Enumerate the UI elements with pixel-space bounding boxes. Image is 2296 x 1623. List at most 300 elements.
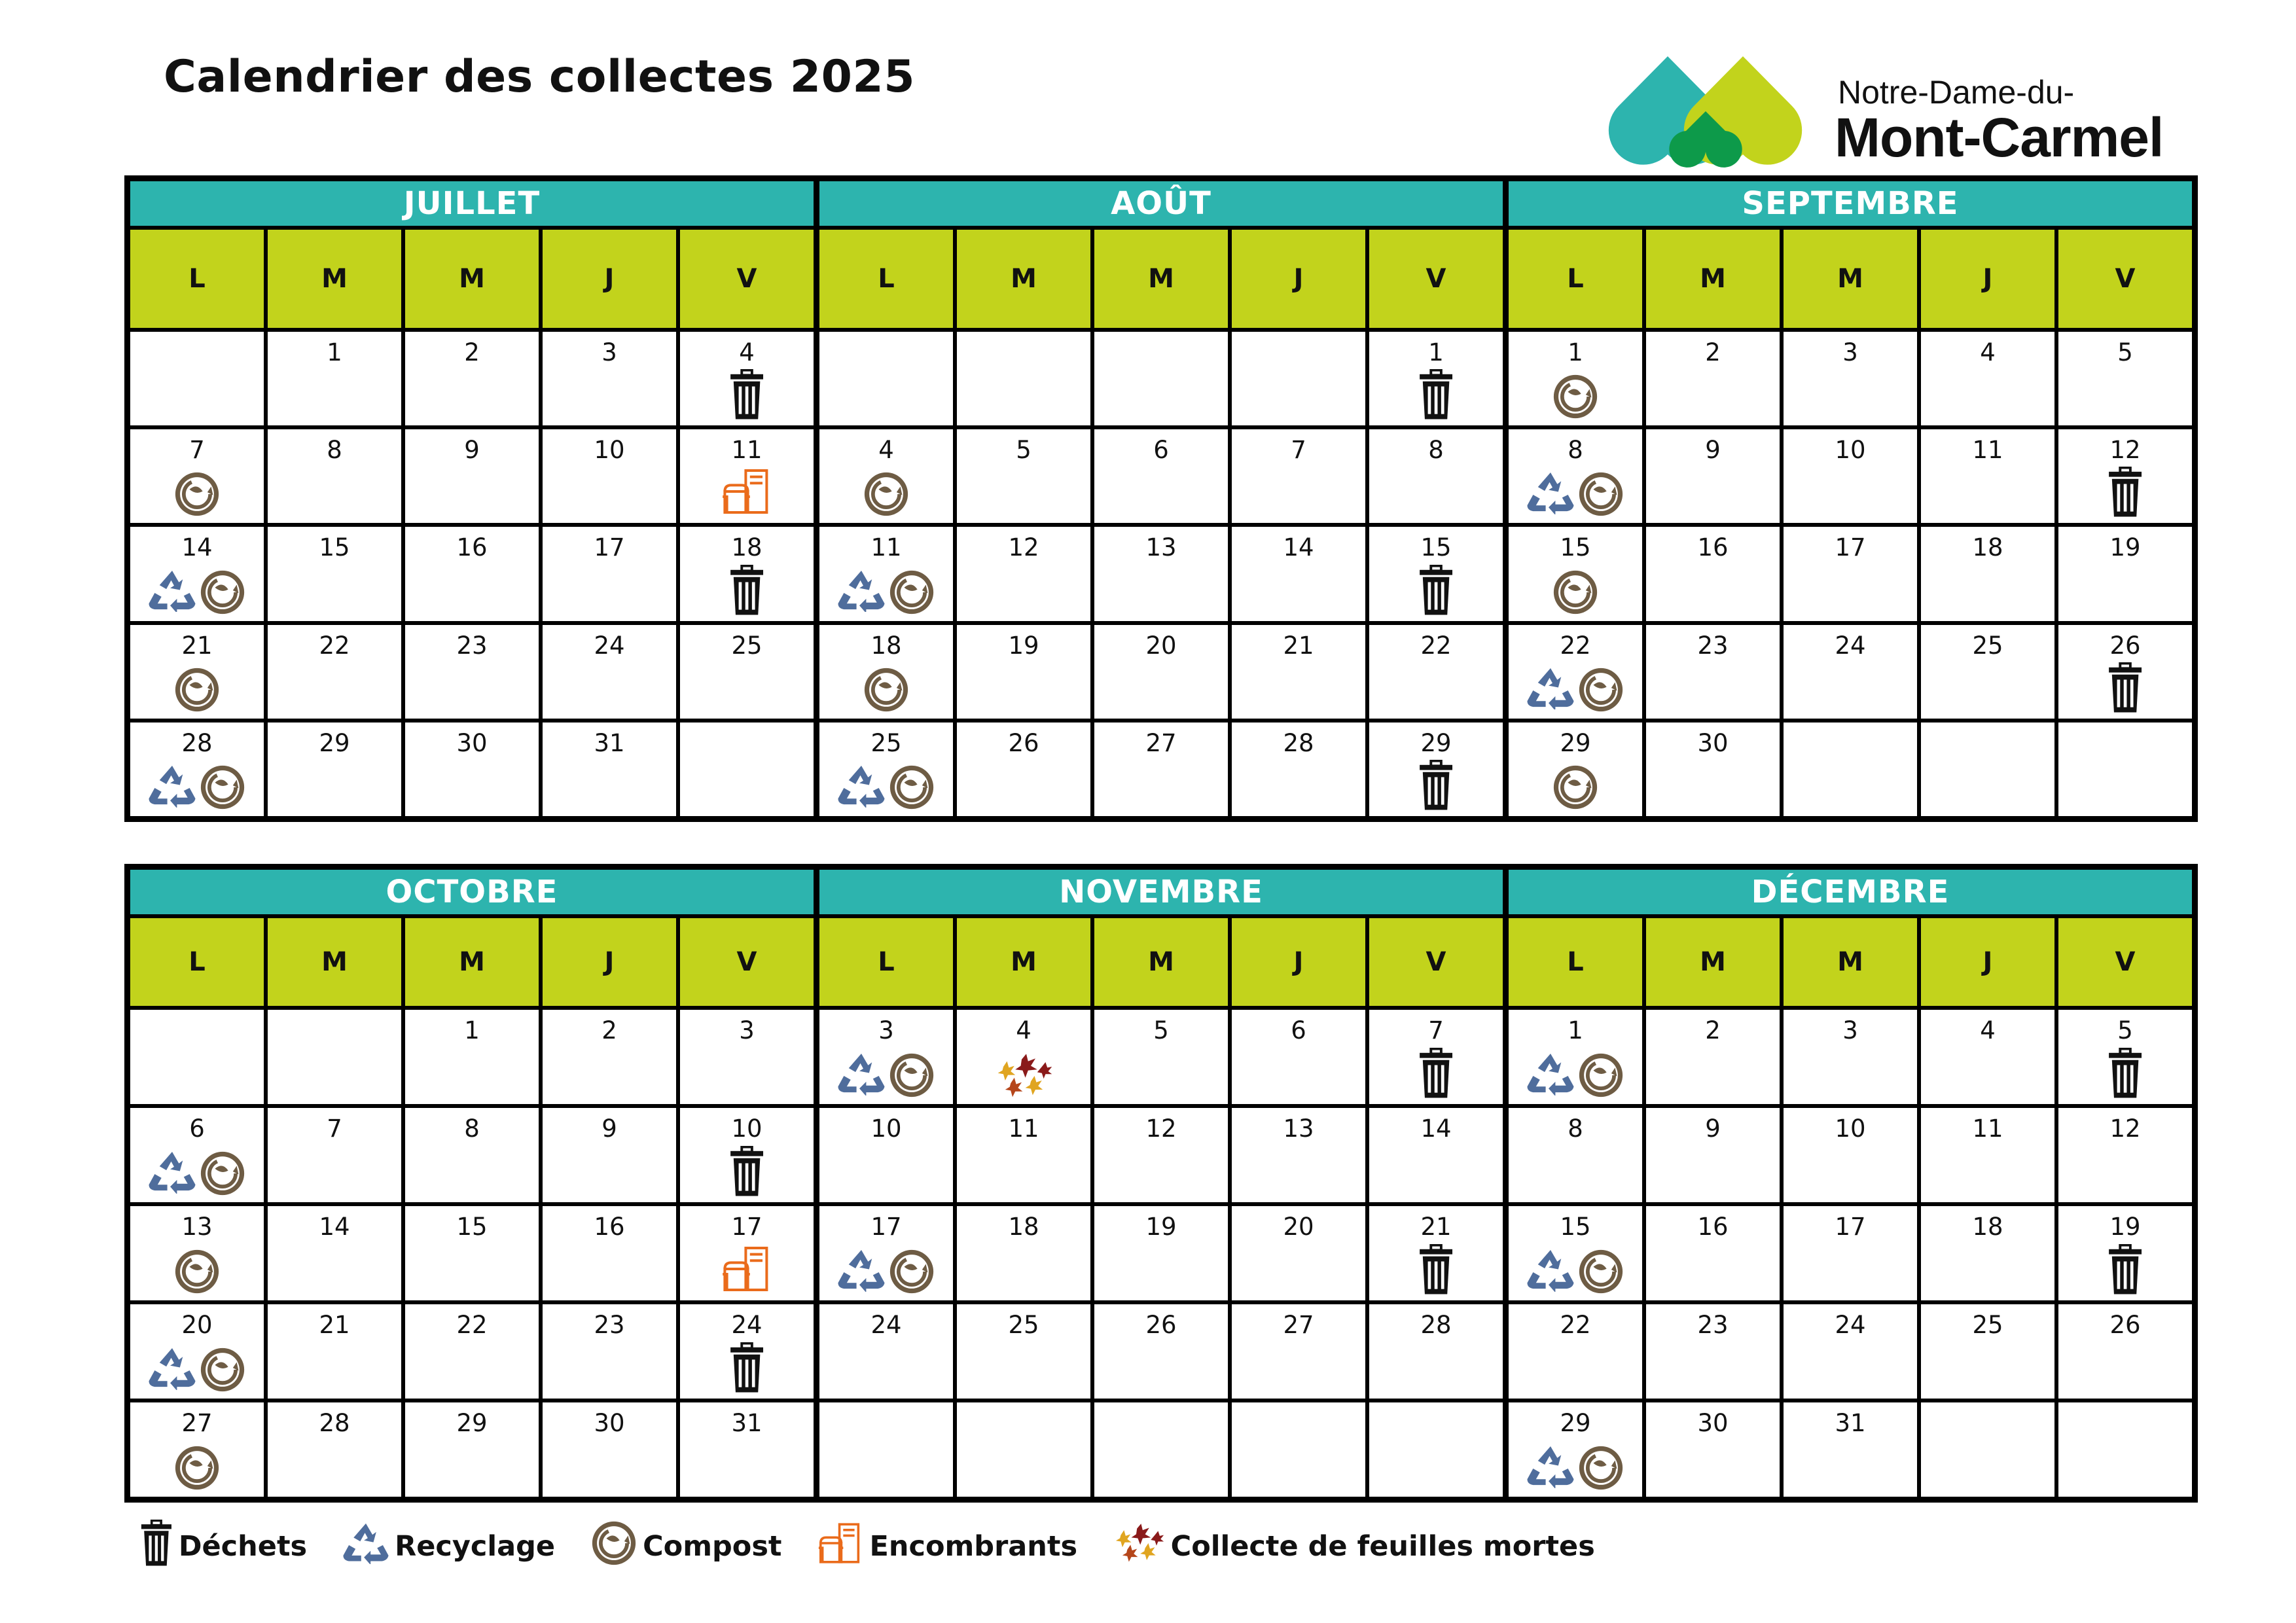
day-cell: [1646, 722, 1780, 816]
day-cell: [819, 625, 953, 719]
day-number: 15: [319, 533, 350, 562]
day-cell: [1921, 527, 2054, 620]
compost-icon: [1577, 471, 1624, 518]
collection-icons: [1369, 369, 1503, 420]
day-cell: [957, 1010, 1090, 1104]
day-number: 26: [2109, 631, 2141, 660]
day-number: 2: [601, 1016, 617, 1044]
day-cell: [405, 429, 539, 523]
day-number: 21: [1420, 1213, 1452, 1241]
day-number: 16: [1697, 1213, 1729, 1241]
day-cell: [1232, 1304, 1365, 1399]
day-cell: [2058, 1010, 2192, 1104]
day-number: 22: [1560, 1311, 1591, 1339]
day-number: 10: [870, 1115, 902, 1143]
recycle-icon: [837, 764, 886, 811]
collection-icons: [2058, 1048, 2192, 1099]
day-cell: [680, 1108, 814, 1202]
collection-icons: [819, 471, 953, 518]
day-number: 19: [2109, 1213, 2141, 1241]
collection-icons: [819, 1052, 953, 1099]
weekday-header: M: [1784, 230, 1917, 328]
day-number: 3: [1842, 1016, 1858, 1044]
recycle-icon: [148, 1346, 196, 1393]
compost-icon: [888, 569, 935, 616]
day-cell: [2058, 332, 2192, 425]
day-number: 8: [327, 436, 342, 465]
legend-item-bulky: [812, 1520, 1077, 1574]
day-cell: [130, 332, 264, 425]
day-number: 19: [1008, 631, 1039, 660]
day-number: 18: [731, 533, 762, 562]
day-number: 15: [1560, 533, 1591, 562]
weekday-header: M: [1784, 918, 1917, 1006]
day-cell: [1509, 1206, 1642, 1300]
day-cell: [957, 1402, 1090, 1497]
day-cell: [819, 1010, 953, 1104]
legend-label: Encombrants: [869, 1530, 1078, 1563]
month-name: OCTOBRE: [130, 870, 814, 914]
day-cell: [1784, 1010, 1917, 1104]
day-cell: [1646, 1206, 1780, 1300]
weekday-header: M: [1646, 918, 1780, 1006]
day-number: 4: [739, 338, 755, 366]
day-cell: [1509, 1010, 1642, 1104]
collection-icons: [130, 1444, 264, 1491]
day-cell: [268, 1108, 401, 1202]
day-number: 1: [1568, 1016, 1583, 1044]
day-cell: [680, 1010, 814, 1104]
month-5: [1509, 870, 2192, 1497]
day-cell: [543, 722, 676, 816]
compost-icon: [863, 471, 910, 518]
logo-line1: Notre-Dame-du-: [1838, 74, 2075, 111]
compost-icon: [863, 666, 910, 713]
day-cell: [680, 1206, 814, 1300]
day-number: 13: [181, 1213, 213, 1241]
day-number: 9: [464, 436, 480, 465]
day-number: 11: [1008, 1115, 1039, 1143]
month-0: [130, 181, 814, 816]
day-number: 22: [1420, 631, 1452, 660]
trash-icon: [2107, 662, 2144, 713]
weekday-header: M: [957, 230, 1090, 328]
weekday-header: M: [405, 918, 539, 1006]
day-cell: [130, 1304, 264, 1399]
day-cell: [1509, 429, 1642, 523]
day-number: 5: [2117, 1016, 2133, 1044]
day-cell: [2058, 1304, 2192, 1399]
day-cell: [543, 1010, 676, 1104]
collection-icons: [819, 764, 953, 811]
legend-item-compost: [585, 1520, 781, 1574]
trash-icon: [139, 1520, 173, 1574]
legend: [134, 1515, 1625, 1578]
day-number: 5: [1016, 436, 1031, 465]
day-cell: [1784, 429, 1917, 523]
day-cell: [1646, 1402, 1780, 1497]
weekday-header: J: [1921, 230, 2054, 328]
collection-icons: [680, 565, 814, 616]
day-cell: [1646, 429, 1780, 523]
month-3: [130, 870, 814, 1497]
day-number: 17: [594, 533, 625, 562]
weekday-header: M: [268, 230, 401, 328]
recycle-icon: [837, 1052, 886, 1099]
collection-icons: [680, 369, 814, 420]
day-number: 22: [1560, 631, 1591, 660]
day-number: 23: [1697, 1311, 1729, 1339]
day-cell: [1646, 527, 1780, 620]
compost-icon: [1552, 569, 1599, 616]
day-number: 15: [1420, 533, 1452, 562]
day-number: 14: [319, 1213, 350, 1241]
day-cell: [405, 1108, 539, 1202]
day-cell: [1232, 1402, 1365, 1497]
day-number: 16: [456, 533, 488, 562]
collection-icons: [2058, 1244, 2192, 1295]
day-number: 29: [319, 728, 350, 757]
day-number: 14: [181, 533, 213, 562]
recycle-icon: [1526, 1444, 1575, 1491]
day-cell: [819, 429, 953, 523]
trash-icon: [1418, 1244, 1454, 1295]
compost-icon: [173, 471, 221, 518]
weekday-header: L: [819, 230, 953, 328]
day-number: 28: [1420, 1311, 1452, 1339]
day-cell: [1369, 332, 1503, 425]
day-number: 12: [1145, 1115, 1177, 1143]
month-4: [819, 870, 1503, 1497]
day-cell: [1921, 1108, 2054, 1202]
day-cell: [957, 1304, 1090, 1399]
day-cell: [1094, 429, 1228, 523]
collection-icons: [819, 666, 953, 713]
compost-icon: [888, 764, 935, 811]
weekday-header: M: [1094, 918, 1228, 1006]
day-number: 10: [594, 436, 625, 465]
day-cell: [680, 332, 814, 425]
day-cell: [957, 722, 1090, 816]
trash-icon: [2107, 467, 2144, 518]
day-number: 11: [870, 533, 902, 562]
weekday-header: J: [1921, 918, 2054, 1006]
day-cell: [2058, 722, 2192, 816]
day-number: 9: [1705, 436, 1721, 465]
trash-icon: [728, 369, 765, 420]
collection-icons: [819, 569, 953, 616]
day-cell: [1232, 429, 1365, 523]
day-number: 31: [594, 728, 625, 757]
logo-line2: Mont-Carmel: [1835, 107, 2164, 168]
day-number: 2: [1705, 338, 1721, 366]
day-number: 24: [870, 1311, 902, 1339]
day-cell: [819, 527, 953, 620]
month-name: NOVEMBRE: [819, 870, 1503, 914]
day-cell: [268, 1304, 401, 1399]
day-cell: [1094, 625, 1228, 719]
day-number: 30: [1697, 728, 1729, 757]
day-number: 17: [1835, 1213, 1866, 1241]
day-number: 4: [1980, 1016, 1996, 1044]
day-cell: [1784, 1304, 1917, 1399]
day-number: 26: [1145, 1311, 1177, 1339]
day-cell: [405, 625, 539, 719]
day-cell: [1232, 527, 1365, 620]
day-cell: [957, 1108, 1090, 1202]
day-number: 17: [870, 1213, 902, 1241]
day-cell: [1232, 1010, 1365, 1104]
collection-icons: [1509, 666, 1642, 713]
day-cell: [1921, 429, 2054, 523]
day-number: 24: [1835, 1311, 1866, 1339]
calendar-band-summer: [124, 175, 2198, 822]
compost-icon: [199, 1150, 246, 1197]
day-number: 1: [1568, 338, 1583, 366]
day-cell: [819, 1206, 953, 1300]
day-cell: [1369, 1304, 1503, 1399]
day-cell: [1369, 1108, 1503, 1202]
day-cell: [543, 332, 676, 425]
day-cell: [1094, 1010, 1228, 1104]
day-cell: [957, 625, 1090, 719]
day-number: 16: [594, 1213, 625, 1241]
compost-icon: [888, 1248, 935, 1295]
day-number: 18: [1972, 1213, 2003, 1241]
day-number: 21: [1283, 631, 1314, 660]
day-cell: [957, 332, 1090, 425]
day-cell: [1509, 1402, 1642, 1497]
day-cell: [1094, 527, 1228, 620]
day-cell: [130, 1206, 264, 1300]
day-number: 7: [1428, 1016, 1444, 1044]
trash-icon: [728, 1342, 765, 1393]
day-cell: [543, 527, 676, 620]
day-cell: [130, 1402, 264, 1497]
recycle-icon: [342, 1522, 389, 1571]
legend-label: Compost: [643, 1530, 782, 1563]
collection-icons: [1509, 569, 1642, 616]
trash-icon: [1418, 760, 1454, 811]
day-number: 8: [1568, 436, 1583, 465]
day-cell: [1509, 625, 1642, 719]
day-cell: [405, 1010, 539, 1104]
day-cell: [1784, 332, 1917, 425]
day-number: 10: [731, 1115, 762, 1143]
day-number: 23: [1697, 631, 1729, 660]
compost-icon: [199, 764, 246, 811]
weekday-header: J: [543, 230, 676, 328]
day-cell: [1509, 1304, 1642, 1399]
day-number: 25: [1972, 1311, 2003, 1339]
legend-label: Recyclage: [395, 1529, 556, 1563]
day-number: 12: [2109, 1115, 2141, 1143]
recycle-icon: [148, 1150, 196, 1197]
day-cell: [268, 332, 401, 425]
day-number: 4: [878, 436, 894, 465]
day-cell: [268, 1402, 401, 1497]
day-number: 20: [1145, 631, 1177, 660]
day-number: 19: [1145, 1213, 1177, 1241]
day-number: 29: [456, 1409, 488, 1437]
day-number: 25: [1972, 631, 2003, 660]
day-cell: [1232, 722, 1365, 816]
day-number: 27: [1145, 728, 1177, 757]
legend-label: Déchets: [178, 1530, 308, 1563]
day-cell: [268, 1206, 401, 1300]
day-number: 4: [1016, 1016, 1031, 1044]
day-cell: [1921, 625, 2054, 719]
day-number: 13: [1283, 1115, 1314, 1143]
day-cell: [2058, 1206, 2192, 1300]
legend-item-trash: [134, 1520, 307, 1574]
day-cell: [680, 429, 814, 523]
bulky-items-icon: [721, 465, 773, 518]
day-cell: [1232, 1108, 1365, 1202]
trash-icon: [1418, 369, 1454, 420]
day-cell: [1094, 1402, 1228, 1497]
recycle-icon: [148, 764, 196, 811]
collection-icons: [130, 764, 264, 811]
day-cell: [1921, 332, 2054, 425]
day-number: 16: [1697, 533, 1729, 562]
day-number: 1: [464, 1016, 480, 1044]
day-cell: [543, 1402, 676, 1497]
day-cell: [1369, 1206, 1503, 1300]
day-cell: [2058, 527, 2192, 620]
compost-icon: [1577, 1444, 1624, 1491]
weekday-header: J: [1232, 230, 1365, 328]
day-cell: [1921, 722, 2054, 816]
day-number: 3: [1842, 338, 1858, 366]
collection-icons: [1509, 1444, 1642, 1491]
day-number: 6: [1291, 1016, 1306, 1044]
day-cell: [543, 1206, 676, 1300]
compost-icon: [1577, 1052, 1624, 1099]
day-cell: [405, 1206, 539, 1300]
legend-label: Collecte de feuilles mortes: [1170, 1530, 1595, 1563]
day-cell: [819, 1402, 953, 1497]
day-number: 9: [1705, 1115, 1721, 1143]
collection-icons: [819, 1248, 953, 1295]
day-cell: [543, 1108, 676, 1202]
day-cell: [819, 1304, 953, 1399]
weekday-header: V: [680, 230, 814, 328]
day-cell: [405, 1304, 539, 1399]
collection-icons: [957, 1053, 1090, 1099]
day-cell: [1369, 429, 1503, 523]
day-cell: [268, 625, 401, 719]
day-number: 25: [731, 631, 762, 660]
day-cell: [1232, 1206, 1365, 1300]
day-cell: [1784, 722, 1917, 816]
compost-icon: [173, 1248, 221, 1295]
compost-icon: [173, 1444, 221, 1491]
day-cell: [130, 527, 264, 620]
day-cell: [1369, 1402, 1503, 1497]
collection-icons: [1509, 373, 1642, 420]
collection-icons: [1369, 1244, 1503, 1295]
day-number: 21: [181, 631, 213, 660]
day-number: 26: [2109, 1311, 2141, 1339]
day-cell: [1921, 1402, 2054, 1497]
day-number: 17: [731, 1213, 762, 1241]
day-cell: [680, 625, 814, 719]
weekday-header: V: [2058, 918, 2192, 1006]
weekday-header: L: [1509, 230, 1642, 328]
weekday-header: M: [1094, 230, 1228, 328]
day-number: 24: [594, 631, 625, 660]
day-number: 7: [327, 1115, 342, 1143]
compost-icon: [199, 1346, 246, 1393]
calendar-band-fall: [124, 864, 2198, 1503]
day-cell: [405, 722, 539, 816]
dead-leaves-icon: [1113, 1523, 1166, 1571]
collection-icons: [130, 471, 264, 518]
month-2: [1509, 181, 2192, 816]
day-number: 3: [878, 1016, 894, 1044]
day-number: 31: [1835, 1409, 1866, 1437]
day-number: 3: [739, 1016, 755, 1044]
month-name: AOÛT: [819, 181, 1503, 226]
recycle-icon: [148, 569, 196, 616]
day-cell: [680, 1402, 814, 1497]
day-number: 11: [1972, 1115, 2003, 1143]
weekday-header: L: [819, 918, 953, 1006]
collection-icons: [1509, 764, 1642, 811]
weekday-header: V: [1369, 918, 1503, 1006]
day-number: 25: [1008, 1311, 1039, 1339]
trash-icon: [1418, 565, 1454, 616]
day-cell: [1784, 527, 1917, 620]
day-number: 5: [2117, 338, 2133, 366]
day-cell: [405, 1402, 539, 1497]
day-number: 31: [731, 1409, 762, 1437]
collection-icons: [680, 1342, 814, 1393]
day-number: 5: [1153, 1016, 1169, 1044]
day-number: 28: [1283, 728, 1314, 757]
collection-icons: [1369, 1048, 1503, 1099]
day-number: 4: [1980, 338, 1996, 366]
day-number: 7: [189, 436, 205, 465]
day-number: 29: [1420, 728, 1452, 757]
day-cell: [1232, 332, 1365, 425]
day-cell: [1232, 625, 1365, 719]
compost-icon: [1577, 1248, 1624, 1295]
day-number: 30: [1697, 1409, 1729, 1437]
day-cell: [1094, 1108, 1228, 1202]
day-cell: [1509, 722, 1642, 816]
day-number: 8: [1568, 1115, 1583, 1143]
day-cell: [1646, 1108, 1780, 1202]
day-cell: [2058, 1108, 2192, 1202]
month-name: SEPTEMBRE: [1509, 181, 2192, 226]
day-number: 30: [456, 728, 488, 757]
day-number: 3: [601, 338, 617, 366]
day-number: 18: [1008, 1213, 1039, 1241]
day-cell: [1921, 1304, 2054, 1399]
trash-icon: [1418, 1048, 1454, 1099]
day-number: 28: [181, 728, 213, 757]
day-cell: [543, 429, 676, 523]
day-number: 29: [1560, 728, 1591, 757]
collection-icons: [680, 465, 814, 518]
compost-icon: [888, 1052, 935, 1099]
weekday-header: M: [405, 230, 539, 328]
month-name: JUILLET: [130, 181, 814, 226]
weekday-header: L: [1509, 918, 1642, 1006]
day-cell: [1509, 527, 1642, 620]
